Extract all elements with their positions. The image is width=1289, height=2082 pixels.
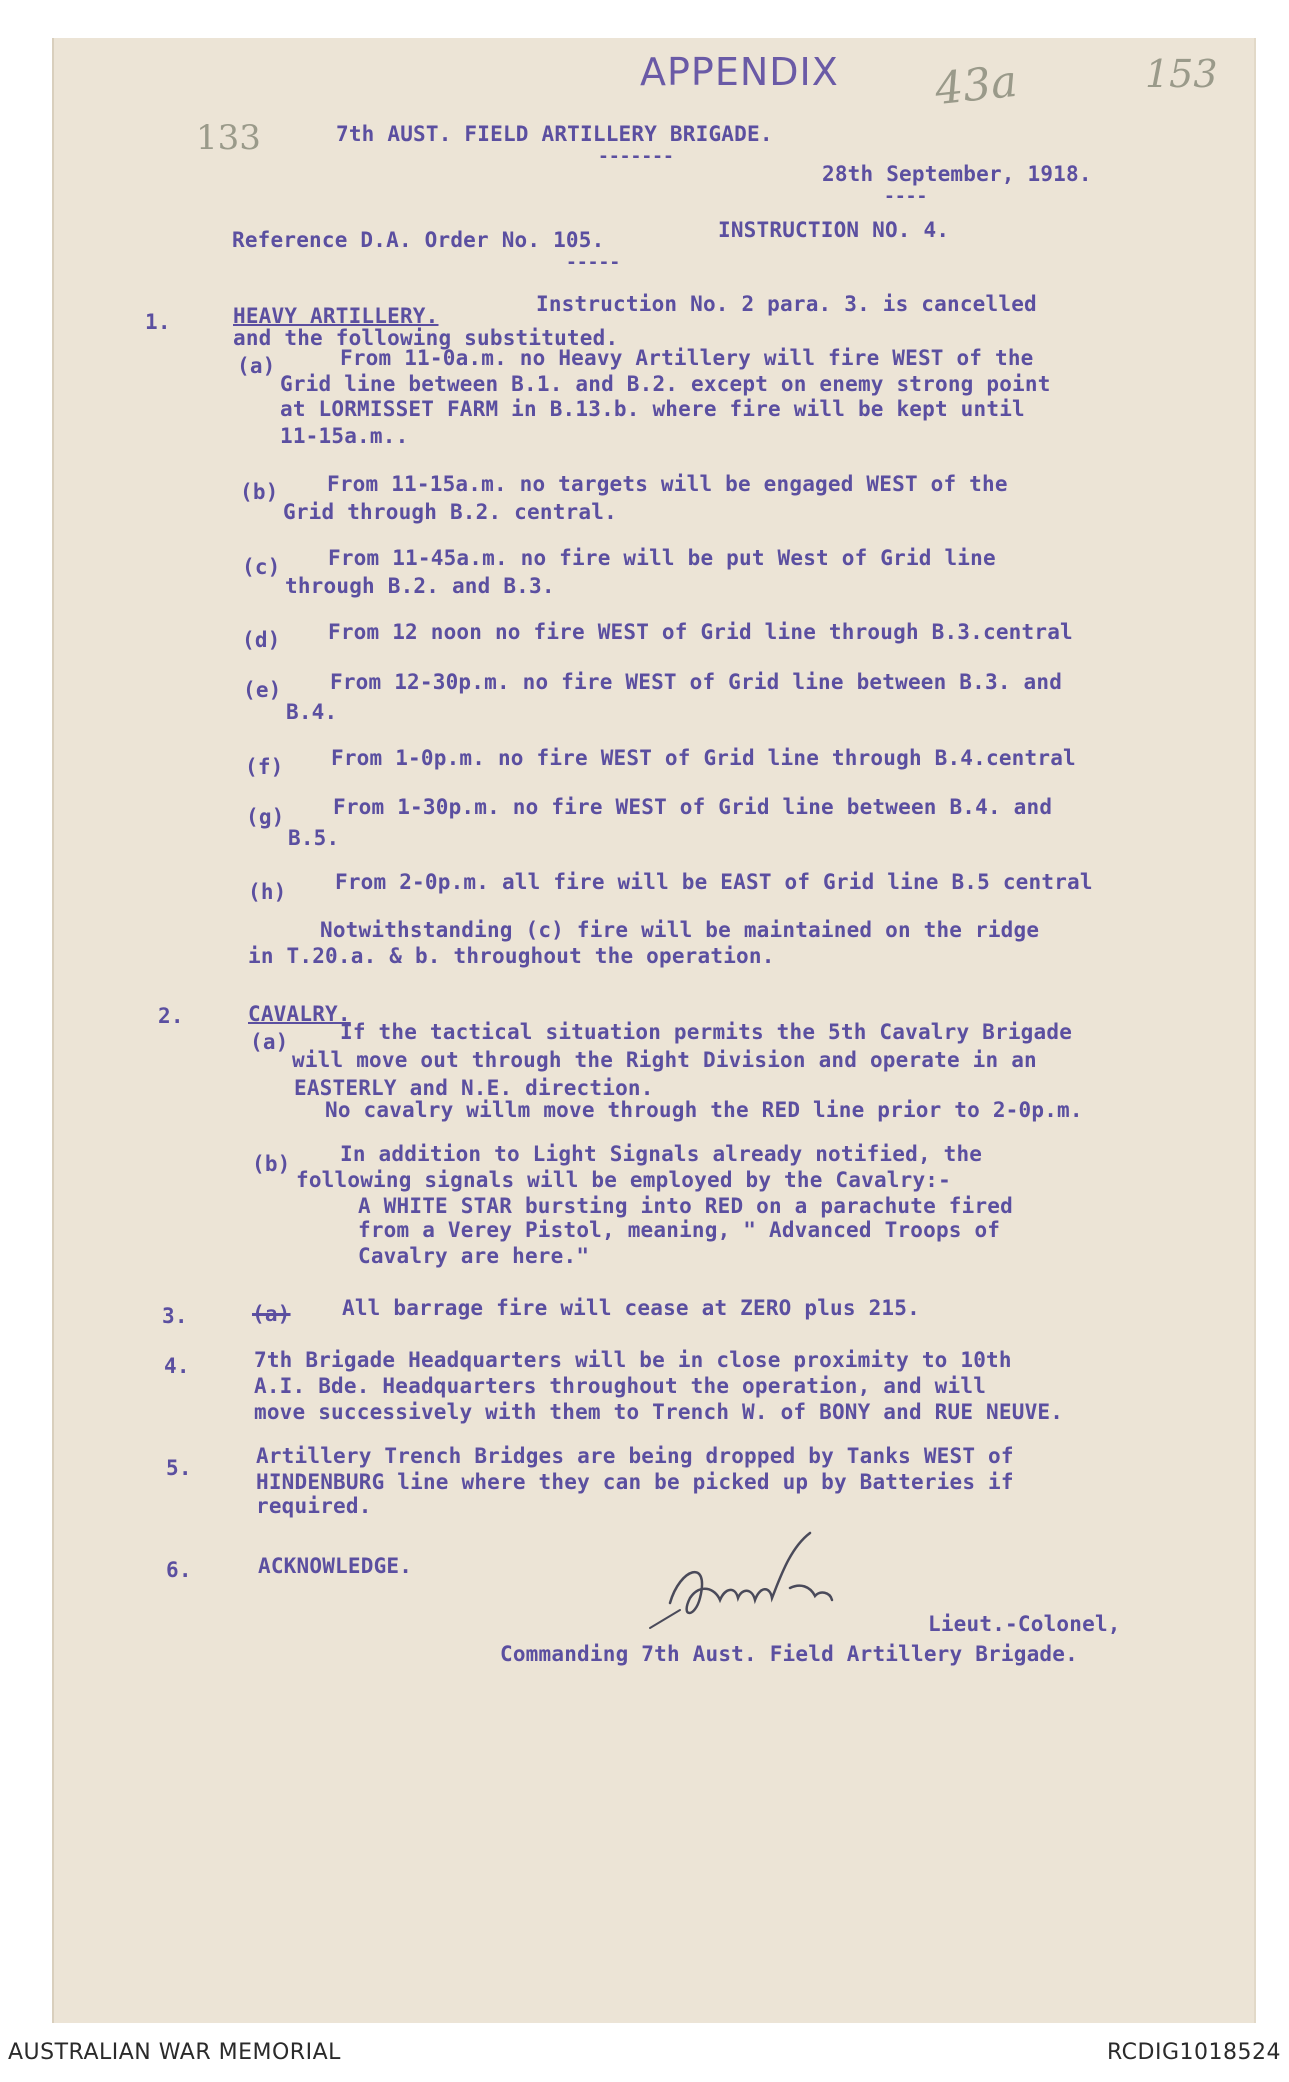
item-1a-line2: Grid line between B.1. and B.2. except on enemy strong point (280, 372, 1051, 396)
section-5-line3: required. (256, 1494, 372, 1518)
item-1e-line2: B.4. (286, 700, 338, 724)
brigade-title: 7th AUST. FIELD ARTILLERY BRIGADE. (336, 122, 773, 146)
item-1g-line2: B.5. (288, 826, 340, 850)
item-2b-line4: from a Verey Pistol, meaning, " Advanced Troops of (358, 1218, 1001, 1242)
item-2b-line5: Cavalry are here." (358, 1244, 590, 1268)
item-1d-label: (d) (242, 628, 281, 652)
section-5-line1: Artillery Trench Bridges are being dropped by Tanks WEST of (256, 1444, 1014, 1468)
item-1c-label: (c) (242, 555, 281, 579)
appendix-heading: APPENDIX (640, 50, 839, 94)
item-1a-line1: From 11-0a.m. no Heavy Artillery will fire WEST of the (340, 346, 1034, 370)
handwritten-signature (640, 1528, 860, 1638)
item-2a-line1: If the tactical situation permits the 5th Cavalry Brigade (340, 1020, 1073, 1044)
section-2-heading: CAVALRY. (248, 1002, 351, 1026)
section-4-line2: A.I. Bde. Headquarters throughout the operation, and will (254, 1374, 987, 1398)
item-1d-line1: From 12 noon no fire WEST of Grid line through B.3.central (328, 620, 1073, 644)
section-1-note-line1: Notwithstanding (c) fire will be maintained on the ridge (320, 918, 1040, 942)
signatory-rank: Lieut.-Colonel, (928, 1612, 1121, 1636)
section-4-line3: move successively with them to Trench W. of BONY and RUE NEUVE. (254, 1400, 1064, 1424)
item-2b-line2: following signals will be employed by the Cavalry:- (296, 1168, 951, 1192)
item-1b-label: (b) (240, 480, 279, 504)
section-2-number: 2. (158, 1004, 184, 1028)
item-2a-label: (a) (250, 1030, 289, 1054)
section-4-number: 4. (164, 1354, 190, 1378)
signatory-title: Commanding 7th Aust. Field Artillery Brigade. (500, 1642, 1078, 1666)
handwritten-note: 43a (932, 55, 1020, 116)
item-1b-line2: Grid through B.2. central. (283, 500, 617, 524)
section-6-number: 6. (166, 1558, 192, 1582)
section-3-number: 3. (162, 1304, 188, 1328)
instruction-number: INSTRUCTION NO. 4. (718, 218, 950, 242)
stamp-number: 133 (196, 118, 261, 158)
section-1-number: 1. (145, 310, 171, 334)
section-1-note-line2: in T.20.a. & b. throughout the operation. (248, 944, 775, 968)
item-2b-line3: A WHITE STAR bursting into RED on a parachute fired (358, 1194, 1013, 1218)
title-underline-dashes: ------- (598, 146, 674, 167)
item-1e-line1: From 12-30p.m. no fire WEST of Grid line between B.3. and (330, 670, 1063, 694)
item-1a-line4: 11-15a.m.. (280, 424, 409, 448)
section-1-heading: HEAVY ARTILLERY. (233, 304, 439, 328)
section-6-text: ACKNOWLEDGE. (258, 1554, 413, 1578)
item-1h-label: (h) (248, 880, 287, 904)
section-1-lead-line2: and the following substituted. (233, 326, 619, 350)
section-3-struck-label: (a) (252, 1302, 291, 1326)
item-1f-label: (f) (245, 755, 284, 779)
item-1a-line3: at LORMISSET FARM in B.13.b. where fire will be kept until (280, 397, 1025, 421)
section-3-text: All barrage fire will cease at ZERO plus 215. (342, 1296, 920, 1320)
date-underline-dashes: ---- (884, 186, 928, 207)
item-2a-line4: No cavalry willm move through the RED line prior to 2-0p.m. (325, 1098, 1083, 1122)
reference-underline-dashes: ----- (566, 252, 621, 273)
footer-institution: AUSTRALIAN WAR MEMORIAL (8, 2040, 341, 2065)
item-2a-line3: EASTERLY and N.E. direction. (294, 1076, 654, 1100)
item-1f-line1: From 1-0p.m. no fire WEST of Grid line through B.4.central (331, 746, 1076, 770)
section-1-lead: Instruction No. 2 para. 3. is cancelled (536, 292, 1037, 316)
item-1g-label: (g) (246, 805, 285, 829)
item-1c-line2: through B.2. and B.3. (285, 574, 555, 598)
item-1a-label: (a) (237, 354, 276, 378)
item-1e-label: (e) (243, 678, 282, 702)
document-date: 28th September, 1918. (822, 162, 1092, 186)
item-1b-line1: From 11-15a.m. no targets will be engaged WEST of the (327, 472, 1008, 496)
reference-line: Reference D.A. Order No. 105. (232, 228, 605, 252)
item-2b-line1: In addition to Light Signals already notified, the (340, 1142, 983, 1166)
item-2a-line2: will move out through the Right Division and operate in an (292, 1048, 1037, 1072)
section-5-number: 5. (166, 1456, 192, 1480)
section-5-line2: HINDENBURG line where they can be picked up by Batteries if (256, 1470, 1014, 1494)
item-1h-line1: From 2-0p.m. all fire will be EAST of Grid line B.5 central (335, 870, 1093, 894)
item-2b-label: (b) (252, 1152, 291, 1176)
item-1g-line1: From 1-30p.m. no fire WEST of Grid line between B.4. and (333, 795, 1053, 819)
handwritten-folio: 153 (1145, 52, 1218, 96)
footer-record-id: RCDIG1018524 (1106, 2040, 1281, 2065)
item-1c-line1: From 11-45a.m. no fire will be put West of Grid line (328, 546, 996, 570)
section-4-line1: 7th Brigade Headquarters will be in close proximity to 10th (254, 1348, 1012, 1372)
